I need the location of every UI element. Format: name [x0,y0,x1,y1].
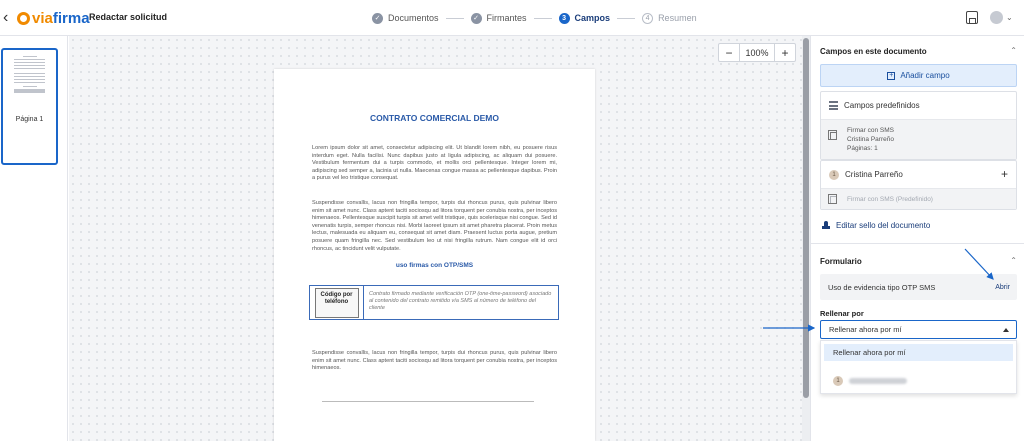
page-title: Redactar solicitud [89,12,168,22]
signer-header[interactable]: 1 Cristina Parreño + [821,161,1016,188]
top-header [0,0,1024,36]
otp-field-box [309,285,559,320]
step-separator [446,18,464,19]
signer-card [820,160,1017,210]
save-icon[interactable] [966,11,978,24]
form-section-title: Formulario [820,257,862,266]
step-separator [617,18,635,19]
otp-code-field[interactable]: Código por teléfono [310,286,364,319]
predefined-field-item[interactable]: Firmar con SMS Cristina Parreño Páginas: 1 [821,119,1016,159]
caret-up-icon [1003,328,1009,332]
document-paragraph-3: Suspendisse convallis, lacus non fringilla tempor, turpis dui rhoncus purus, quis pulvinar libero enim sit amet nunc. Class aptent taciti sociosqu ad litora torquent per conubia nostra, per inceptos himenaeos. [312,350,557,372]
page-thumbnail-1[interactable] [1,48,58,165]
stepper [372,11,697,25]
check-icon: ✓ [471,13,482,24]
predefined-fields-header[interactable]: Campos predefinidos [821,92,1016,119]
step-number-4: 4 [642,13,653,24]
document-paragraph-1: Lorem ipsum dolor sit amet, consectetur adipiscing elit. Ut blandit lorem nibh, eu posuere risus interdum eget. Nulla facilisi. Nunc dapibus justo at ligula adipiscing, ac aliquam dui posuere. Vestibulum fermentum dui a turpis commodo, et mollis orci pellentesque. Integer lorem mi, adipiscing sed semper a, lacinia ut nulla. Maecenas congue massa ac pellentesque dapibus. Proin a purus vel leo tristique consequat. [312,145,557,182]
section-divider [811,243,1024,244]
zoom-control [718,43,796,62]
zoom-in-button[interactable]: + [781,45,789,60]
scrollbar-thumb[interactable] [803,38,809,398]
fields-section-title: Campos en este documento [820,47,927,56]
option-fill-now[interactable]: Rellenar ahora por mí [824,344,1013,361]
copy-icon [830,132,837,140]
add-signer-field-icon[interactable]: + [1000,167,1008,181]
signer-number-badge: 1 [829,170,839,180]
list-icon [829,101,838,110]
step-number-3: 3 [559,13,570,24]
edit-seal-link[interactable]: Editar sello del documento [822,221,930,230]
page-thumbnails [0,36,68,441]
step-campos[interactable]: 3 Campos [559,13,611,24]
stamp-icon [822,221,830,230]
logo-mark-icon [17,12,30,25]
step-separator [534,18,552,19]
option-signer[interactable] [824,372,1013,389]
signer-number-badge: 1 [833,376,843,386]
fields-panel [810,36,1024,441]
copy-icon [830,196,837,204]
fill-by-label: Rellenar por [820,309,864,318]
chevron-down-icon: ⌄ [1006,13,1013,22]
zoom-level: 100% [739,44,775,61]
step-documentos[interactable]: ✓ Documentos [372,13,439,24]
document-title: CONTRATO COMERCIAL DEMO [370,113,499,123]
viafirma-logo: via firma [17,9,90,27]
add-field-button[interactable]: + Añadir campo [820,64,1017,87]
zoom-out-button[interactable]: − [725,45,733,60]
document-page [274,69,595,441]
avatar-icon [990,11,1003,24]
chevron-up-icon[interactable]: ⌃ [1010,256,1017,265]
disabled-field-item: Firmar con SMS (Predefinido) [821,188,1016,209]
user-menu[interactable] [990,11,1013,24]
check-icon: ✓ [372,13,383,24]
back-chevron-icon[interactable]: ‹ [3,9,9,26]
blurred-signer-name [849,378,907,384]
fill-by-dropdown [820,340,1017,394]
predefined-fields-card [820,91,1017,160]
fill-by-select[interactable]: Rellenar ahora por mí [820,320,1017,339]
thumbnail-label: Página 1 [15,116,44,123]
otp-section-title: uso firmas con OTP/SMS [395,262,474,269]
document-paragraph-2: Suspendisse convallis, lacus non fringilla tempor, turpis dui rhoncus purus, quis pulvinar libero enim sit amet nunc. Class aptent taciti sociosqu ad litora torquent per conubia nostra, per inceptos himenaeos. Pellentesque suscipit turpis sit amet velit tristique, quis scelerisque nisi congue. Sed id venenatis turpis, semper rhoncus nisi. Morbi laoreet ipsum sit amet pharetra placerat. Proin metus lectus, malesuada eu aliquam eu, consequat sit amet diam. Praesent luctus porta augue, pretium posuere quam fringilla nec. Sed vestibulum leo ut nisi fringilla rutrum. Nam congue elit id orci rhoncus, ac tincidunt velit vulputate. [312,200,557,252]
plus-square-icon: + [889,71,894,79]
otp-description: Contrato firmado mediante verificación OTP (one-time-password) asociado al contenido del contrato remitido vía SMS al número de teléfono del cliente [369,291,552,311]
page-divider [322,401,534,402]
chevron-up-icon[interactable]: ⌃ [1010,46,1017,55]
open-link[interactable]: Abrir [995,283,1010,291]
canvas-scrollbar[interactable] [802,36,810,441]
evidence-row: Uso de evidencia tipo OTP SMS Abrir [820,274,1017,300]
thumbnail-preview [12,54,47,104]
step-resumen[interactable]: 4 Resumen [642,13,697,24]
step-firmantes[interactable]: ✓ Firmantes [471,13,527,24]
